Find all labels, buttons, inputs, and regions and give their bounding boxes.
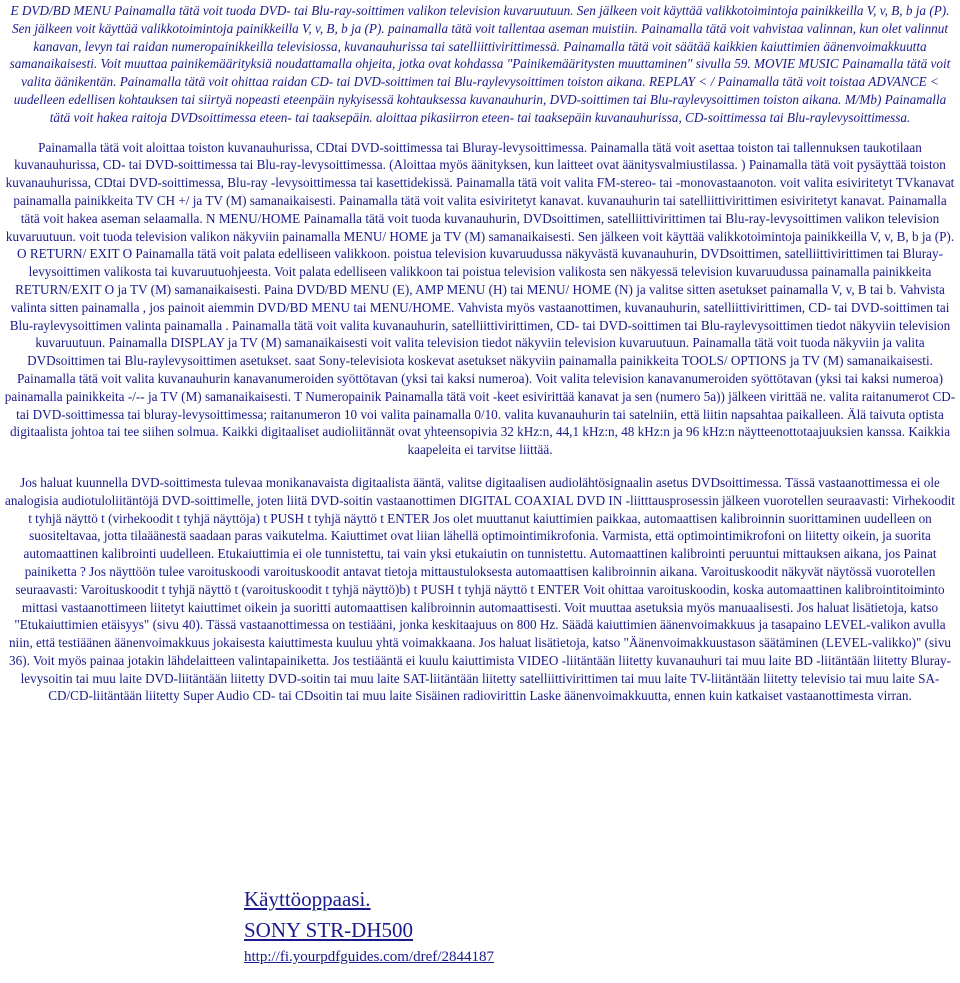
- document-body: [4, 0, 956, 705]
- source-url-link[interactable]: http://fi.yourpdfguides.com/dref/2844187: [244, 949, 494, 965]
- footer-links: [244, 884, 494, 968]
- paragraph-remote-buttons: E DVD/BD MENU Painamalla tätä voit tuoda DVD- tai Blu-ray-soittimen valikon television kuvaruutuun. Sen jälkeen voit käyttää valikkotoimintoja painikkeilla V, v, B, b ja (P). Sen jälkeen voit käyttää valikkotoimintoja painikkeilla V, v, B, b ja (P). painamalla tätä voit tallentaa aseman muistiin. Painamalla tätä voit vahvistaa valinnan, kun olet valinnut kanavan, levyn tai raidan numeropainikkeilla televisiossa, kuvanauhurissa tai satelliittivirittimessä. Painamalla tätä voit säätää kaikkien kaiuttimien äänenvoimakkuutta samanaikaisesti. Voit muuttaa painikemäärityksiä noudattamalla ohjeita, jotka ovat kohdassa "Painikemääritysten muuttaminen" sivulla 59. MOVIE MUSIC Painamalla tätä voit valita äänikentän. Painamalla tätä voit ohittaa raidan CD- tai DVD-soittimen tai Blu-raylevysoittimen toiston aikana. REPLAY < / Painamalla tätä voit toistaa ADVANCE < uudelleen edellisen kohtauksen tai siirtyä nopeasti eteenpäin nykyisessä kohtauksessa kuvanauhurin, DVD-soittimen tai Blu-raylevysoittimen toiston aikana. M/Mb) Painamalla tätä voit hakea raitoja DVDsoittimessa eteen- tai taaksepäin. aloittaa pikasiirron eteen- tai taaksepäin kuvanauhurissa, CD-soittimessa tai Blu-raylevysoittimessa.: [9, 3, 951, 125]
- paragraph-playback-controls: Painamalla tätä voit aloittaa toiston kuvanauhurissa, CDtai DVD-soittimessa tai Bluray-levysoittimessa. Painamalla tätä voit asettaa toiston tai tallennuksen taukotilaan kuvanauhurissa, CD- tai DVD-soittimessa tai Blu-ray-levysoittimessa. (Aloittaa myös äänityksen, kun laitteet ovat äänitysvalmiustilassa. ) Painamalla tätä voit pysäyttää toiston kuvanauhurissa, CDtai DVD-soittimessa, Blu-ray -levysoittimessa tai kasettidekissä. Painamalla tätä voit valita FM-stereo- tai -monovastaanoton. voit valita esiviritetyt TVkanavat painamalla painikkeita TV CH +/ ja TV (M) samanaikaisesti. Painamalla tätä voit valita esiviritetyt kanavat. kuvanauhurin tai satelliittivirittimen esiviritetyt kanavat. Painamalla tätä voit hakea aseman selaamalla. N MENU/HOME Painamalla tätä voit tuoda kuvanauhurin, DVDsoittimen, satelliittivirittimen tai Blu-ray-levysoittimen valikon television kuvaruutuun. voit tuoda television valikon näkyviin painamalla MENU/ HOME ja TV (M) samanaikaisesti. Sen jälkeen voit käyttää valikkotoimintoja painikkeilla V, v, B, b ja (P). O RETURN/ EXIT O Painamalla tätä voit palata edelliseen valikkoon. poistua television kuvaruudussa näkyvästä kuvanauhurin, DVDsoittimen, satelliittivirittimen tai Bluray-levysoittimen valikosta tai kuvaruutuohjeesta. Voit palata edelliseen valikkoon tai poistua television valikosta sen näkyessä television kuvaruudussa painamalla painikkeita RETURN/EXIT O ja TV (M) samanaikaisesti. Paina DVD/BD MENU (E), AMP MENU (H) tai MENU/ HOME (N) ja valitse sitten asetukset painamalla V, v, B tai b. Vahvista valinta sitten painamalla , jos painoit aiemmin DVD/BD MENU tai MENU/HOME. Vahvista myös vastaanottimen, kuvanauhurin, satelliittivirittimen, CD- tai DVD-soittimen tai Blu-raylevysoittimen valinta painamalla . Painamalla tätä voit valita kuvanauhurin, satelliittivirittimen, CD- tai DVD-soittimen tai Blu-raylevysoittimen tiedot näkyviin television kuvaruutuun. Painamalla DISPLAY ja TV (M) samanaikaisesti voit valita television tiedot näkyviin television kuvaruutuun. Painamalla tätä voit tuoda näkyviin ja valita DVDsoittimen tai Blu-raylevysoittimen asetukset. saat Sony-televisiota koskevat asetukset näkyviin painamalla painikkeita TOOLS/ OPTIONS ja TV (M) samanaikaisesti. Painamalla tätä voit valita kuvanauhurin kanavanumeroiden syöttötavan (yksi tai kaksi numeroa). Voit valita television kanavanumeroiden syöttötavan (yksi tai kaksi numeroa) painamalla painikkeita -/-- ja TV (M) samanaikaisesti. T Numeropainik Painamalla tätä voit -keet esivirittää kanavat ja sen (numero 5a)) jälkeen virittää ne. valita raitanumerot CD- tai DVD-soittimessa tai bluray-levysoittimessa; raitanumeron 10 voi valita painamalla 0/10. valita kuvanauhurin tai satelniin, että liitin napsahtaa paikalleen. Älä taivuta optista digitaalista johtoa tai tee siihen solmua. Kaikki digitaaliset audioliitännät ovat yhteensopivia 32 kHz:n, 44,1 kHz:n, 48 kHz:n ja 96 kHz:n näytteenottotaajuuksien kanssa. Kaikkia kaapeleita ei tarvitse liittää.: [4, 139, 956, 458]
- manual-link[interactable]: Käyttöoppaasi.: [244, 887, 371, 911]
- paragraph-auto-calibration: Jos haluat kuunnella DVD-soittimesta tulevaa monikanavaista digitaalista ääntä, valitse digitaalisen audiolähtösignaalin asetus DVDsoittimessa. Tässä vastaanottimessa ei ole analogisia audiotuloliitäntöjä DVD-soittimelle, joten liitä DVD-soitin vastaanottimen DIGITAL COAXIAL DVD IN -liitttausprosessin jälkeen vuorotellen seuraavasti: Virhekoodit t tyhjä näyttö t (virhekoodit t tyhjä näyttöja) t PUSH t tyhjä näyttö t ENTER Jos olet muuttanut kaiuttimien paikkaa, automaattisen kalibroinnin suorittaminen uudelleen on suositeltavaa, jotta tilaäänestä saadaan paras vaikutelma. Kaiuttimet ovat liian lähellä optimointimikrofonia. Varmista, että optimointimikrofoni on liitetty oikein, ja suorita automaattinen kalibrointi uudelleen. Etukaiuttimia ei ole tunnistettu, tai vain yksi etukaiutin on tunnistettu. Automaattinen kalibrointi peruuntui mittauksen aikana, jos Painat painiketta ? Jos näyttöön tulee varoituskoodi varoituskoodit antavat tietoja mittaustuloksesta automaattisen kalibroinnin aikana. Varoituskoodit näkyvät näytössä vuorotellen seuraavasti: Varoituskoodit t tyhjä näyttö t (varoituskoodit t tyhjä näyttö)b) t PUSH t tyhjä näyttö t ENTER Voit ohittaa varoituskoodin, koska automaattinen kalibrointitoiminto mittasi vastaanottimeen liitetyt kaiuttimet oikein ja suoritti automaattisen kalibroinnin automaattisesti. Voit muuttaa asetuksia myös manuaalisesti. Jos haluat lisätietoja, katso "Etukaiuttimien etäisyys" (sivu 40). Tässä vastaanottimessa on testiääni, jonka keskitaajuus on 800 Hz. Säädä kaiuttimien äänenvoimakkuus ja tasapaino LEVEL-valikon avulla niin, että testiäänen äänenvoimakkuus jokaisesta kaiuttimesta kuuluu yhtä voimakkaana. Jos haluat lisätietoja, katso "Äänenvoimakkuustason säätäminen (LEVEL-valikko)" (sivu 36). Voit myös painaa jotakin lähdelaitteen valintapainiketta. Jos testiääntä ei kuulu kaiuttimista VIDEO -liitäntään liitetty kuvanauhuri tai muu laite BD -liitäntään liitetty Bluray-levysoitin tai muu laite DVD-liitäntään liitetty DVD-soitin tai muu laite SAT-liitäntään liitetty satelliittivirittimen tai muu laite TV-liitäntään liitetty televisio tai muu laite SA-CD/CD-liitäntään liitetty Super Audio CD- tai CDsoitin tai muu laite Sisäinen radiovirittin Laske äänenvoimakkuutta, ennen kuin katkaiset vastaanottimesta virran.: [5, 474, 955, 704]
- product-link[interactable]: SONY STR-DH500: [244, 918, 413, 942]
